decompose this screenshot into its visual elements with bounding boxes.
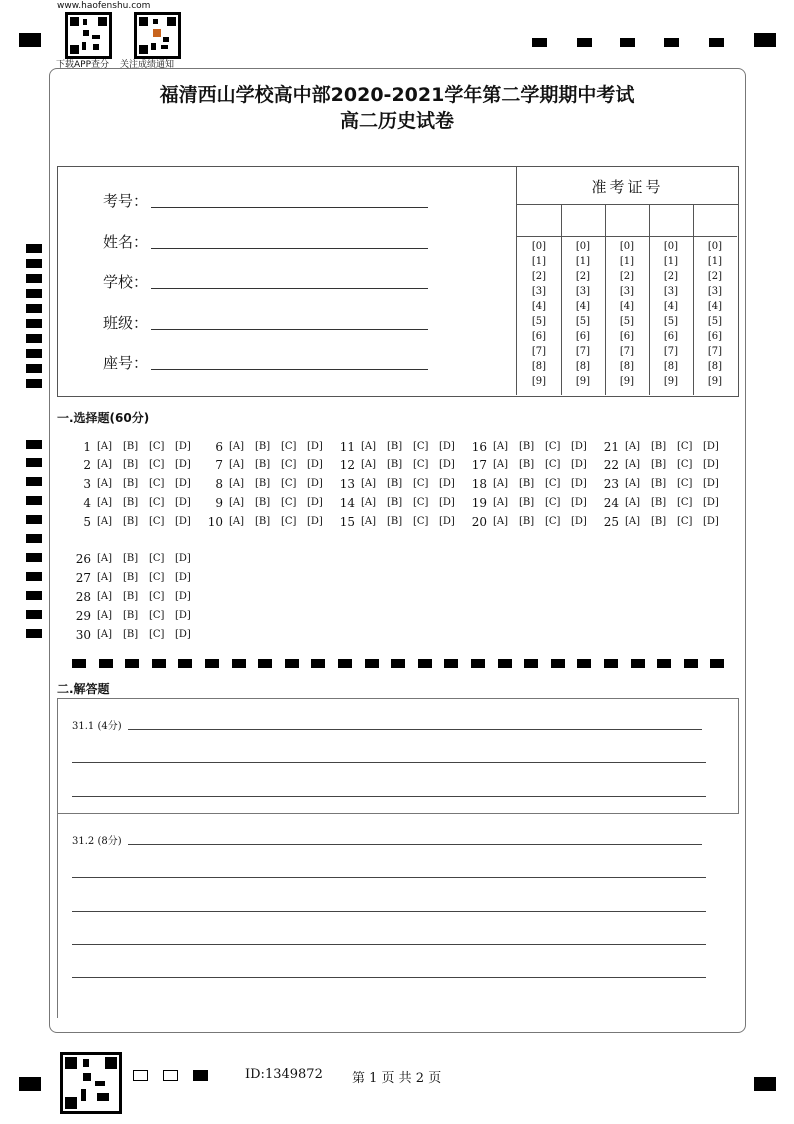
admission-column — [605, 204, 650, 395]
answer-option-bubble: [A] — [97, 478, 113, 489]
timing-mark — [26, 304, 42, 313]
answer-option-bubble: [B] — [123, 459, 139, 470]
notification-qr-code — [134, 12, 181, 59]
admission-digit-bubble: [6] — [663, 331, 679, 342]
answer-option-bubble: [A] — [229, 478, 245, 489]
info-field-label: 考号： — [103, 192, 149, 210]
answer-option-bubble: [B] — [123, 610, 139, 621]
answer-option-bubble: [A] — [97, 591, 113, 602]
admission-digit-bubble: [2] — [531, 271, 547, 282]
admission-digit-bubble: [8] — [531, 361, 547, 372]
answer-option-bubble: [D] — [175, 553, 191, 564]
answer-option-bubble: [C] — [149, 516, 165, 527]
timing-mark — [26, 319, 42, 328]
section-answer-title: 二.解答题 — [57, 682, 110, 696]
question-number: 1 — [83, 440, 91, 454]
admission-digit-bubble: [2] — [619, 271, 635, 282]
qr-caption-right: 关注成绩通知 — [120, 60, 175, 70]
admission-write-cell — [605, 204, 649, 237]
admission-digit-bubble: [9] — [707, 376, 723, 387]
sheet-id: ID:1349872 — [245, 1067, 323, 1082]
question-number: 21 — [603, 440, 619, 454]
timing-mark — [26, 572, 42, 581]
answer-option-bubble: [C] — [149, 591, 165, 602]
answer-option-bubble: [D] — [307, 516, 323, 527]
admission-digit-bubble: [1] — [619, 256, 635, 267]
answer-option-bubble: [A] — [97, 629, 113, 640]
admission-number-grid — [516, 166, 738, 395]
answer-option-bubble: [D] — [175, 591, 191, 602]
question-number: 6 — [215, 440, 223, 454]
question-number: 17 — [471, 458, 487, 472]
admission-digit-bubble: [7] — [531, 346, 547, 357]
question-number: 10 — [207, 515, 223, 529]
answer-option-bubble: [B] — [123, 572, 139, 583]
admission-digit-bubble: [8] — [663, 361, 679, 372]
admission-digit-bubble: [8] — [575, 361, 591, 372]
answer-option-bubble: [D] — [175, 478, 191, 489]
answer-option-bubble: [D] — [439, 441, 455, 452]
answer-option-bubble: [C] — [413, 459, 429, 470]
admission-column — [561, 204, 606, 395]
admission-write-cell — [517, 204, 561, 237]
question-number: 18 — [471, 477, 487, 491]
info-field-line — [151, 288, 428, 289]
answer-option-bubble: [A] — [229, 497, 245, 508]
timing-mark — [620, 38, 635, 47]
answer-option-bubble: [B] — [519, 497, 535, 508]
admission-write-cell — [693, 204, 737, 237]
answer-option-bubble: [B] — [123, 516, 139, 527]
answer-option-bubble: [C] — [545, 459, 561, 470]
question-number: 28 — [75, 590, 91, 604]
admission-digit-bubble: [5] — [619, 316, 635, 327]
answer-line — [72, 944, 706, 945]
answer-option-bubble: [B] — [519, 459, 535, 470]
admission-digit-bubble: [5] — [707, 316, 723, 327]
answer-option-bubble: [C] — [677, 459, 693, 470]
question-number: 9 — [215, 496, 223, 510]
answer-option-bubble: [C] — [149, 441, 165, 452]
admission-digit-bubble: [7] — [575, 346, 591, 357]
answer-option-bubble: [A] — [625, 459, 641, 470]
admission-digit-bubble: [1] — [663, 256, 679, 267]
answer-option-bubble: [B] — [123, 553, 139, 564]
answer-option-bubble: [B] — [519, 516, 535, 527]
answer-line — [72, 911, 706, 912]
answer-option-bubble: [C] — [149, 497, 165, 508]
answer-option-bubble: [B] — [123, 497, 139, 508]
question-number: 12 — [339, 458, 355, 472]
info-field-label: 班级： — [103, 313, 149, 332]
answer-option-bubble: [C] — [149, 478, 165, 489]
answer-option-bubble: [D] — [175, 441, 191, 452]
admission-digit-bubble: [4] — [575, 301, 591, 312]
answer-option-bubble: [B] — [387, 441, 403, 452]
page-indicator: 第 1 页 共 2 页 — [352, 1071, 442, 1086]
timing-mark — [26, 553, 42, 562]
answer-option-bubble: [C] — [413, 478, 429, 489]
info-field-line — [151, 369, 428, 370]
answer-line — [72, 977, 706, 978]
answer-option-bubble: [D] — [703, 497, 719, 508]
exam-subtitle: 高二历史试卷 — [339, 110, 454, 132]
admission-digit-bubble: [7] — [707, 346, 723, 357]
answer-option-bubble: [C] — [413, 497, 429, 508]
answer-option-bubble: [B] — [651, 478, 667, 489]
timing-mark — [26, 289, 42, 298]
question-number: 7 — [215, 458, 223, 472]
admission-digit-bubble: [3] — [619, 286, 635, 297]
admission-column — [693, 204, 737, 395]
question-31-1-label: 31.1 (4分) — [72, 721, 122, 732]
timing-mark — [26, 515, 42, 524]
answer-option-bubble: [C] — [149, 553, 165, 564]
answer-option-bubble: [D] — [439, 459, 455, 470]
admission-digit-bubble: [6] — [619, 331, 635, 342]
question-number: 16 — [471, 440, 487, 454]
corner-mark-top-left — [19, 33, 41, 47]
timing-mark — [664, 38, 679, 47]
answer-option-bubble: [B] — [255, 516, 271, 527]
corner-mark-top-right — [754, 33, 776, 47]
site-url: www.haofenshu.com — [57, 1, 151, 11]
question-number: 22 — [603, 458, 619, 472]
timing-mark — [26, 274, 42, 283]
answer-option-bubble: [D] — [175, 629, 191, 640]
answer-option-bubble: [B] — [651, 441, 667, 452]
admission-digit-bubble: [0] — [575, 241, 591, 252]
answer-option-bubble: [B] — [651, 516, 667, 527]
corner-mark-bottom-right — [754, 1077, 776, 1091]
info-field-line — [151, 207, 428, 208]
admission-column — [517, 204, 562, 395]
answer-option-bubble: [A] — [229, 459, 245, 470]
admission-digit-bubble: [3] — [575, 286, 591, 297]
admission-digit-bubble: [9] — [619, 376, 635, 387]
answer-box-31-2 — [57, 812, 738, 1018]
answer-option-bubble: [B] — [387, 459, 403, 470]
answer-line — [128, 729, 702, 730]
corner-mark-bottom-left — [19, 1077, 41, 1091]
answer-option-bubble: [A] — [97, 572, 113, 583]
question-number: 3 — [83, 477, 91, 491]
answer-option-bubble: [D] — [175, 610, 191, 621]
question-number: 26 — [75, 552, 91, 566]
question-number: 13 — [339, 477, 355, 491]
footer-square-2 — [163, 1070, 178, 1081]
question-number: 19 — [471, 496, 487, 510]
answer-option-bubble: [C] — [281, 441, 297, 452]
admission-digit-bubble: [9] — [663, 376, 679, 387]
answer-option-bubble: [D] — [571, 459, 587, 470]
question-number: 2 — [83, 458, 91, 472]
timing-mark — [26, 534, 42, 543]
timing-mark — [26, 629, 42, 638]
answer-option-bubble: [D] — [175, 459, 191, 470]
answer-option-bubble: [A] — [97, 610, 113, 621]
answer-option-bubble: [C] — [677, 441, 693, 452]
admission-digit-bubble: [1] — [707, 256, 723, 267]
admission-digit-bubble: [9] — [575, 376, 591, 387]
section-choice-title: 一.选择题(60分) — [57, 411, 150, 425]
answer-option-bubble: [A] — [493, 478, 509, 489]
answer-option-bubble: [C] — [149, 629, 165, 640]
admission-write-cell — [649, 204, 693, 237]
answer-option-bubble: [A] — [625, 441, 641, 452]
admission-digit-bubble: [7] — [619, 346, 635, 357]
question-number: 5 — [83, 515, 91, 529]
admission-digit-bubble: [0] — [619, 241, 635, 252]
answer-option-bubble: [D] — [571, 516, 587, 527]
answer-option-bubble: [D] — [439, 497, 455, 508]
answer-option-bubble: [C] — [545, 497, 561, 508]
answer-option-bubble: [B] — [387, 516, 403, 527]
answer-option-bubble: [D] — [703, 478, 719, 489]
qr-caption-left: 下载APP查分 — [56, 60, 110, 70]
answer-option-bubble: [A] — [625, 516, 641, 527]
admission-digit-bubble: [8] — [707, 361, 723, 372]
answer-option-bubble: [A] — [493, 497, 509, 508]
info-field-label: 姓名： — [103, 232, 149, 251]
answer-option-bubble: [D] — [703, 459, 719, 470]
answer-line — [72, 762, 706, 763]
answer-option-bubble: [C] — [149, 610, 165, 621]
answer-option-bubble: [B] — [519, 441, 535, 452]
answer-option-bubble: [C] — [413, 516, 429, 527]
footer-qr-code — [60, 1052, 122, 1114]
admission-digit-bubble: [0] — [663, 241, 679, 252]
answer-option-bubble: [C] — [413, 441, 429, 452]
answer-option-bubble: [A] — [361, 478, 377, 489]
answer-option-bubble: [D] — [439, 516, 455, 527]
admission-digit-bubble: [6] — [531, 331, 547, 342]
answer-option-bubble: [B] — [123, 478, 139, 489]
question-number: 4 — [83, 496, 91, 510]
admission-digit-bubble: [0] — [531, 241, 547, 252]
timing-mark — [26, 364, 42, 373]
admission-write-cell — [561, 204, 605, 237]
admission-digit-bubble: [9] — [531, 376, 547, 387]
answer-option-bubble: [C] — [545, 441, 561, 452]
answer-option-bubble: [A] — [97, 516, 113, 527]
timing-mark — [26, 244, 42, 253]
answer-option-bubble: [B] — [651, 459, 667, 470]
answer-option-bubble: [D] — [571, 478, 587, 489]
question-number: 8 — [215, 477, 223, 491]
admission-digit-bubble: [4] — [707, 301, 723, 312]
admission-digit-bubble: [5] — [575, 316, 591, 327]
admission-digit-bubble: [4] — [663, 301, 679, 312]
answer-option-bubble: [D] — [307, 441, 323, 452]
answer-option-bubble: [A] — [493, 441, 509, 452]
admission-digit-bubble: [6] — [575, 331, 591, 342]
answer-option-bubble: [A] — [493, 516, 509, 527]
footer-square-1 — [133, 1070, 148, 1081]
timing-mark — [26, 477, 42, 486]
question-number: 15 — [339, 515, 355, 529]
timing-mark — [26, 496, 42, 505]
answer-option-bubble: [C] — [677, 497, 693, 508]
answer-option-bubble: [A] — [361, 516, 377, 527]
answer-option-bubble: [B] — [123, 629, 139, 640]
answer-option-bubble: [D] — [703, 441, 719, 452]
answer-option-bubble: [C] — [677, 516, 693, 527]
answer-option-bubble: [D] — [307, 459, 323, 470]
admission-number-title: 准考证号 — [517, 166, 738, 205]
admission-digit-bubble: [4] — [531, 301, 547, 312]
question-number: 25 — [603, 515, 619, 529]
answer-option-bubble: [D] — [439, 478, 455, 489]
timing-mark — [26, 440, 42, 449]
answer-option-bubble: [B] — [255, 441, 271, 452]
answer-option-bubble: [B] — [387, 478, 403, 489]
admission-column — [649, 204, 694, 395]
answer-option-bubble: [C] — [281, 516, 297, 527]
answer-option-bubble: [D] — [307, 497, 323, 508]
answer-option-bubble: [C] — [545, 516, 561, 527]
timing-mark — [26, 259, 42, 268]
admission-digit-bubble: [7] — [663, 346, 679, 357]
timing-mark — [26, 349, 42, 358]
admission-digit-bubble: [6] — [707, 331, 723, 342]
answer-option-bubble: [C] — [677, 478, 693, 489]
answer-option-bubble: [D] — [307, 478, 323, 489]
info-field-label: 座号： — [103, 354, 149, 372]
answer-option-bubble: [D] — [703, 516, 719, 527]
admission-digit-bubble: [5] — [663, 316, 679, 327]
answer-option-bubble: [A] — [97, 441, 113, 452]
timing-mark — [26, 379, 42, 388]
answer-option-bubble: [B] — [519, 478, 535, 489]
answer-option-bubble: [A] — [361, 497, 377, 508]
timing-mark — [532, 38, 547, 47]
admission-digit-bubble: [0] — [707, 241, 723, 252]
answer-option-bubble: [D] — [175, 572, 191, 583]
answer-option-bubble: [A] — [229, 441, 245, 452]
answer-option-bubble: [B] — [123, 441, 139, 452]
admission-digit-bubble: [5] — [531, 316, 547, 327]
answer-option-bubble: [C] — [281, 478, 297, 489]
answer-option-bubble: [C] — [281, 459, 297, 470]
answer-line — [128, 844, 702, 845]
answer-option-bubble: [A] — [493, 459, 509, 470]
admission-digit-bubble: [2] — [707, 271, 723, 282]
answer-option-bubble: [B] — [255, 497, 271, 508]
answer-option-bubble: [A] — [361, 459, 377, 470]
timing-mark — [577, 38, 592, 47]
question-number: 14 — [339, 496, 355, 510]
info-field-line — [151, 248, 428, 249]
answer-option-bubble: [A] — [625, 478, 641, 489]
answer-option-bubble: [D] — [571, 497, 587, 508]
admission-digit-bubble: [1] — [575, 256, 591, 267]
answer-option-bubble: [A] — [361, 441, 377, 452]
answer-option-bubble: [A] — [229, 516, 245, 527]
answer-option-bubble: [A] — [625, 497, 641, 508]
answer-line — [72, 877, 706, 878]
app-qr-code — [65, 12, 112, 59]
answer-option-bubble: [C] — [545, 478, 561, 489]
admission-digit-bubble: [2] — [663, 271, 679, 282]
admission-digit-bubble: [1] — [531, 256, 547, 267]
timing-mark — [26, 334, 42, 343]
admission-digit-bubble: [8] — [619, 361, 635, 372]
exam-title: 福清西山学校高中部2020-2021学年第二学期期中考试 — [159, 84, 635, 106]
answer-option-bubble: [A] — [97, 553, 113, 564]
answer-option-bubble: [B] — [387, 497, 403, 508]
admission-digit-bubble: [4] — [619, 301, 635, 312]
question-number: 11 — [339, 440, 355, 454]
answer-line — [72, 796, 706, 797]
timing-mark — [26, 610, 42, 619]
question-number: 29 — [75, 609, 91, 623]
answer-option-bubble: [D] — [175, 497, 191, 508]
question-number: 23 — [603, 477, 619, 491]
question-number: 20 — [471, 515, 487, 529]
answer-option-bubble: [C] — [149, 572, 165, 583]
info-field-line — [151, 329, 428, 330]
answer-option-bubble: [A] — [97, 459, 113, 470]
question-31-2-label: 31.2 (8分) — [72, 836, 122, 847]
timing-mark — [26, 591, 42, 600]
admission-digit-bubble: [3] — [663, 286, 679, 297]
question-number: 30 — [75, 628, 91, 642]
answer-option-bubble: [B] — [255, 459, 271, 470]
timing-mark — [26, 458, 42, 467]
answer-option-bubble: [A] — [97, 497, 113, 508]
timing-mark — [709, 38, 724, 47]
admission-digit-bubble: [3] — [531, 286, 547, 297]
question-number: 24 — [603, 496, 619, 510]
answer-option-bubble: [B] — [651, 497, 667, 508]
answer-option-bubble: [D] — [571, 441, 587, 452]
answer-option-bubble: [B] — [255, 478, 271, 489]
admission-digit-bubble: [3] — [707, 286, 723, 297]
answer-option-bubble: [C] — [149, 459, 165, 470]
question-number: 27 — [75, 571, 91, 585]
admission-digit-bubble: [2] — [575, 271, 591, 282]
answer-option-bubble: [B] — [123, 591, 139, 602]
footer-square-3 — [193, 1070, 208, 1081]
answer-option-bubble: [D] — [175, 516, 191, 527]
info-field-label: 学校： — [103, 273, 149, 291]
answer-option-bubble: [C] — [281, 497, 297, 508]
